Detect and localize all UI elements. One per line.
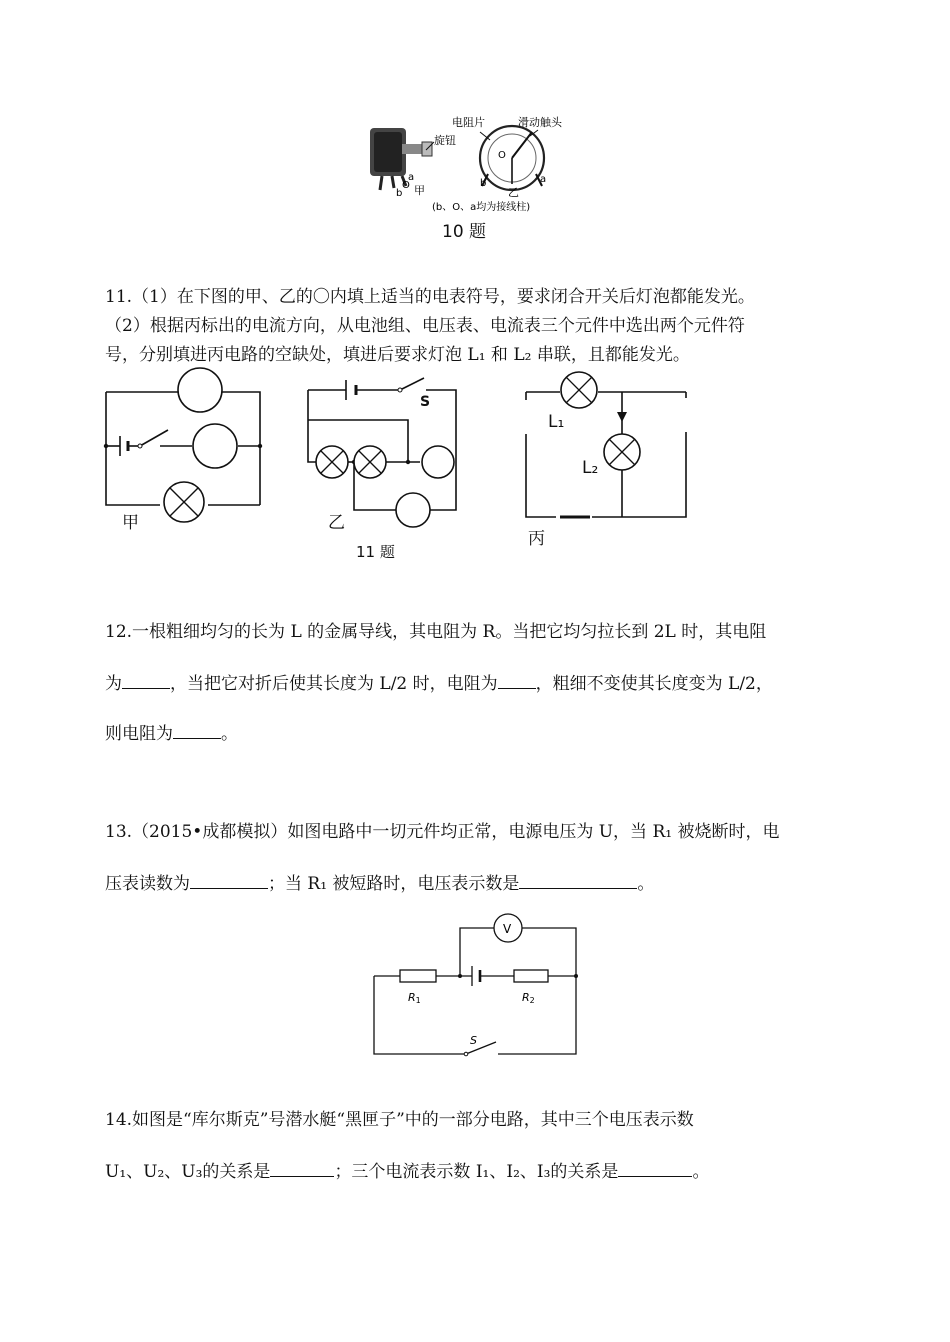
q11-line1: 11.（1）在下图的甲、乙的〇内填上适当的电表符号，要求闭合开关后灯泡都能发光。 [105,287,755,307]
r1-label: R1 [408,991,421,1005]
q10-caption: 10 题 [442,222,487,242]
q11-jia-label: 甲 [122,513,139,533]
q11-l2-label: L₂ [582,458,599,478]
q12-blank-2[interactable] [498,674,536,689]
terminal-a-left: a [408,172,415,183]
q11-l1-label: L₁ [548,412,565,432]
q13-line2 [105,874,654,894]
terminal-o-left: O [402,180,410,191]
q10-figure [362,110,592,220]
lamp-l2-icon [604,434,640,470]
resistor-strip-label: 电阻片 [452,116,485,129]
resistor-r2 [514,970,548,982]
q12-text-e: 。 [221,724,238,744]
voltmeter-label: V [503,922,512,936]
q12-blank-3[interactable] [173,724,221,739]
lamp-l1-icon [561,372,597,408]
jia-label: 甲 [414,184,425,197]
resistor-r1 [400,970,436,982]
q11-circuit-bing [520,362,695,527]
switch-label: S [470,1034,477,1047]
terminal-b-left: b [396,188,403,199]
q11-caption: 11 题 [356,543,395,561]
q14-text-c: 。 [692,1162,710,1182]
q13-text-a: 压表读数为 [105,874,190,894]
q14-text-a: U₁、U₂、U₃的关系是 [105,1162,271,1182]
terminal-o: O [498,150,506,161]
q14-blank-1[interactable] [270,1162,334,1177]
q11-circuit-yi [300,370,475,530]
terminal-a: a [540,174,547,185]
q13-line1: 13.（2015•成都模拟）如图电路中一切元件均正常，电源电压为 U，当 R₁ 被烧断时，电 [105,822,780,842]
potentiometer-schematic [480,126,547,190]
q12-text-b: ，当把它对折后使其长度为 L/2 时，电阻为 [170,674,498,694]
q12-text-d: 则电阻为 [105,724,173,744]
terminal-note: (b、O、a均为接线柱) [432,202,531,213]
q11-line2: （2）根据丙标出的电流方向，从电池组、电压表、电流表三个元件中选出两个元件符 [105,316,745,336]
q13-circuit [368,910,588,1060]
lamp-icon [354,446,386,478]
lamp-icon [316,446,348,478]
knob-label: 旋钮 [434,134,456,147]
q11-yi-label: 乙 [328,513,345,533]
q14-text-b: ；三个电流表示数 I₁、I₂、I₃的关系是 [334,1162,619,1182]
q11-switch-label: S [420,394,431,410]
q12-blank-1[interactable] [122,674,170,689]
q13-blank-2[interactable] [519,874,637,889]
q14-blank-2[interactable] [618,1162,692,1177]
slider-label: 滑动触头 [518,116,562,129]
q13-blank-1[interactable] [190,874,268,889]
q13-text-b: ；当 R₁ 被短路时，电压表示数是 [268,874,520,894]
meter-slot-bottom[interactable] [396,493,430,527]
lamp-icon [164,482,204,522]
q12-text-c: ，粗细不变使其长度变为 L/2， [535,674,773,694]
q12-text-a: 为 [105,674,122,694]
q11-line3: 号，分别填进丙电路的空缺处，填进后要求灯泡 L₁ 和 L₂ 串联，且都能发光。 [105,345,690,365]
q12-line2 [105,674,773,694]
q14-line2 [105,1162,709,1182]
q11-bing-label: 丙 [528,529,545,549]
q14-line1: 14.如图是“库尔斯克”号潜水艇“黑匣子”中的一部分电路，其中三个电压表示数 [105,1110,694,1130]
terminal-b: b [480,178,487,189]
meter-slot-right[interactable] [422,446,454,478]
q12-line1: 12.一根粗细均匀的长为 L 的金属导线，其电阻为 R。当把它均匀拉长到 2L 时，其电阻 [105,622,767,642]
q13-text-c: 。 [637,874,655,894]
meter-slot-middle[interactable] [193,424,237,468]
r2-label: R2 [522,991,535,1005]
q12-line3 [105,724,238,744]
yi-label: 乙 [508,186,519,199]
meter-slot-top[interactable] [178,368,222,412]
